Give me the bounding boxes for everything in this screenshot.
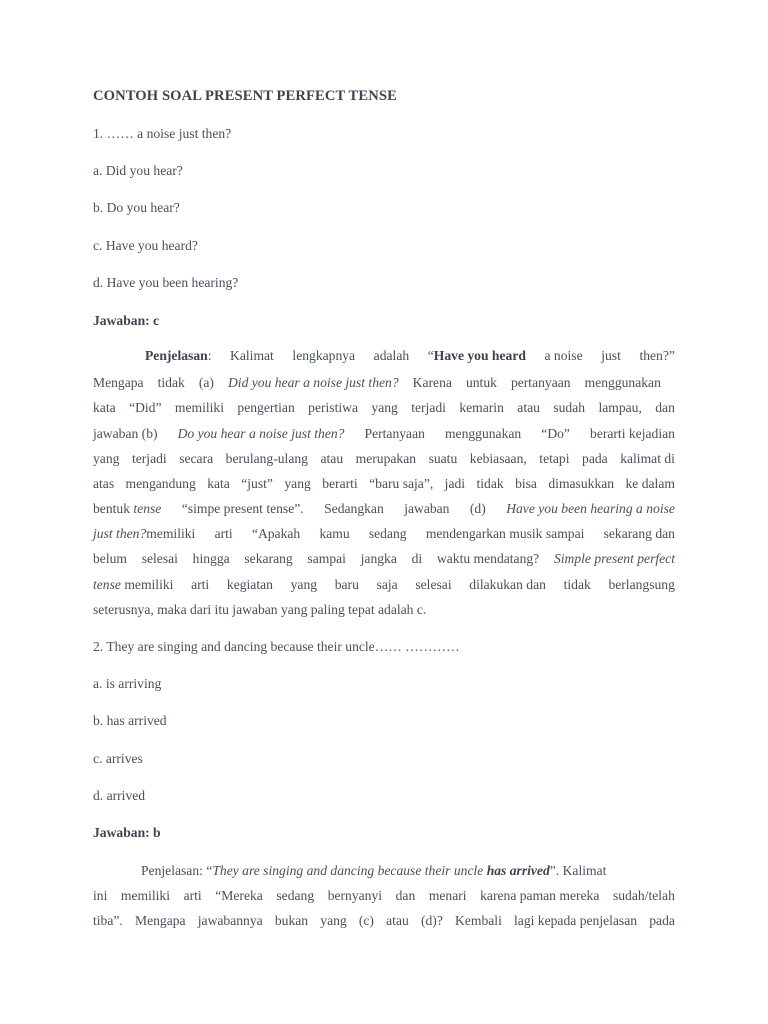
- question-2: 2. They are singing and dancing because their uncle…… …………: [93, 639, 460, 654]
- explanation-line: Penjelasan: “They are singing and dancing because their uncle has arrived”. Kalimat: [141, 863, 607, 878]
- q1-option-d: d. Have you been hearing?: [93, 275, 239, 290]
- q1-option-a: a. Did you hear?: [93, 163, 183, 178]
- explanation-line: kata “Did” memiliki pengertian peristiwa yang terjadi kemarin atau sudah lampau, dan: [93, 400, 675, 415]
- explanation-line: yang terjadi secara berulang-ulang atau merupakan suatu kebiasaan, tetapi pada kalimat di: [93, 451, 675, 466]
- explanation-line: belum selesai hingga sekarang sampai jangka di waktu mendatang? Simple present perfect: [93, 551, 675, 566]
- explanation-line: ini memiliki arti “Mereka sedang bernyanyi dan menari karena paman mereka sudah/telah: [93, 888, 675, 903]
- question-1: 1. …… a noise just then?: [93, 126, 232, 141]
- q2-option-d: d. arrived: [93, 788, 146, 803]
- explanation-line: just then?memiliki arti “Apakah kamu sedang mendengarkan musik sampai sekarang dan: [93, 526, 675, 541]
- q2-answer: Jawaban: b: [93, 825, 161, 840]
- explanation-line: atas mengandung kata “just” yang berarti “baru saja”, jadi tidak bisa dimasukkan ke dalam: [93, 476, 675, 491]
- explanation-line: tiba”. Mengapa jawabannya bukan yang (c) atau (d)? Kembali lagi kepada penjelasan pada: [93, 913, 675, 928]
- q1-answer: Jawaban: c: [93, 313, 160, 328]
- q2-option-a: a. is arriving: [93, 676, 162, 691]
- explanation-line: seterusnya, maka dari itu jawaban yang paling tepat adalah c.: [93, 602, 427, 617]
- q1-option-c: c. Have you heard?: [93, 238, 198, 253]
- q1-option-b: b. Do you hear?: [93, 200, 180, 215]
- q2-option-c: c. arrives: [93, 751, 143, 766]
- explanation-line: bentuk tense “simpe present tense”. Sedangkan jawaban (d) Have you been hearing a noise: [93, 501, 675, 516]
- q2-option-b: b. has arrived: [93, 713, 167, 728]
- explanation-line: Mengapa tidak (a) Did you hear a noise just then? Karena untuk pertanyaan menggunakan: [93, 375, 661, 390]
- document-title: CONTOH SOAL PRESENT PERFECT TENSE: [93, 88, 397, 104]
- explanation-line: Penjelasan: Kalimat lengkapnya adalah “Have you heard a noise just then?”: [145, 348, 675, 363]
- explanation-line: tense memiliki arti kegiatan yang baru saja selesai dilakukan dan tidak berlangsung: [93, 577, 675, 592]
- explanation-line: jawaban (b) Do you hear a noise just then? Pertanyaan menggunakan “Do” berarti kejadian: [93, 426, 675, 441]
